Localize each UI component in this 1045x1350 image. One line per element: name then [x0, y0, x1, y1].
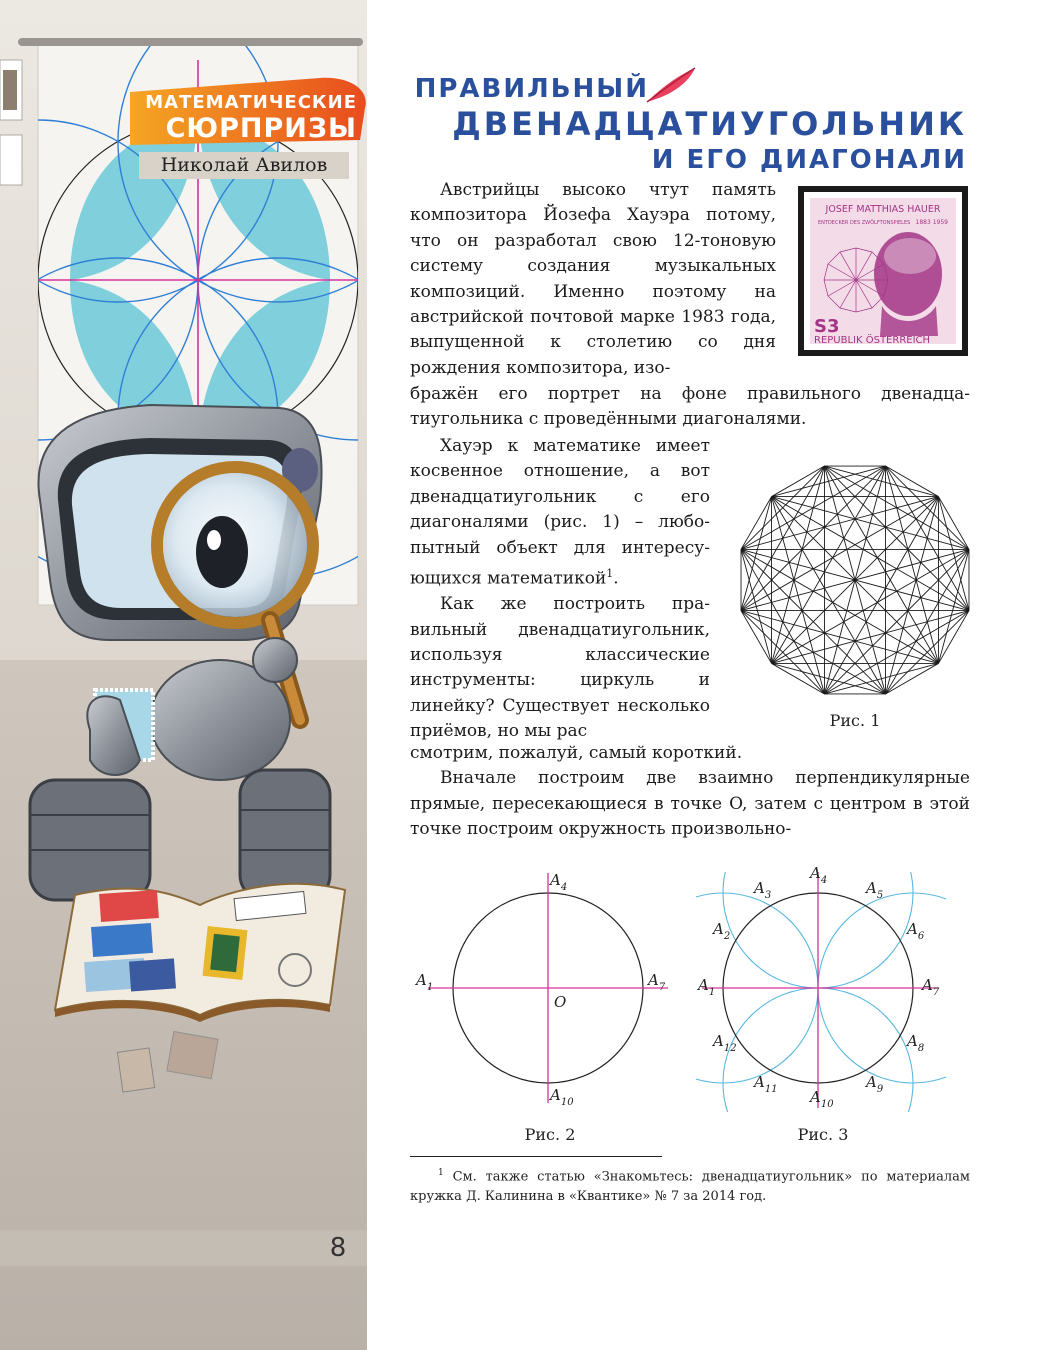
paragraph-2-end: .: [613, 568, 619, 589]
fig3-label-a10: $A_{10}$: [810, 1088, 834, 1110]
figure-3-construction: [680, 860, 965, 1122]
title-line2: ДВЕНАДЦАТИУГОЛЬНИК: [452, 105, 967, 143]
fig2-label-a7: $A_7$: [648, 971, 666, 993]
footnote-text: См. также статью «Знакомьтесь: двенадцатиугольник» по материалам кружка Д. Калинина в «Квантике» № 7 за 2014 год.: [410, 1169, 970, 1205]
paragraph-3b-text: смотрим, пожалуй, самый короткий.: [410, 743, 743, 763]
footnote: [410, 1163, 970, 1207]
fig3-label-a6: $A_6$: [907, 920, 925, 942]
dodecagon-segment: [741, 497, 938, 550]
sidebar-illustration: [0, 0, 367, 1350]
caption-fig2: Рис. 2: [524, 1125, 576, 1144]
footnote-ref: 1: [606, 567, 614, 581]
stamp-country: REPUBLIK ÖSTERREICH: [814, 335, 931, 346]
rubric-line2: СЮРПРИЗЫ: [165, 113, 357, 144]
author-name: Николай Авилов: [139, 152, 349, 179]
fig2-label-o: O: [554, 993, 567, 1011]
paragraph-2-text: Хауэр к математике имеет косвенное отношение, а вот двенадцатиугольник с его диагоналями (рис. 1) – любопытный объект для интересующихся математикой: [410, 436, 710, 589]
paragraph-1a-text: Австрийцы высоко чтут память композитора Йозефа Хауэра потому, что он разработал свою 12-тоновую систему создания музыкальных композиций. Именно поэтому на австрийской почтовой марке 1983 года, выпущенной к столетию со дня рождения композитора, изо-: [410, 180, 776, 378]
robot-illustration: [0, 0, 367, 1350]
dodecagon-segment: [886, 466, 969, 611]
figure-2-circle-axes: [410, 868, 680, 1118]
stamp-value: S3: [814, 316, 840, 337]
paragraph-1a: [410, 178, 776, 381]
paragraph-3b: [410, 741, 970, 843]
paragraph-1b-text: бражён его портрет на фоне правильного двенадцатиугольника с проведёнными диагоналями.: [410, 384, 970, 430]
paragraph-1b: [410, 382, 970, 433]
stamp-caption: ENTDECKER DES ZWÖLFTONSPIELES: [818, 220, 911, 226]
fig3-label-a7: $A_7$: [922, 976, 940, 998]
stamp-years: 1883 1959: [915, 219, 948, 226]
stamp-image: [798, 186, 968, 356]
fig2-label-a4: $A_4$: [550, 871, 568, 893]
fig3-label-a1: $A_1$: [698, 976, 716, 998]
fig3-label-a8: $A_8$: [907, 1032, 925, 1054]
figure-1-dodecagon: [733, 458, 977, 702]
rubric-label: [135, 92, 357, 144]
fig3-label-a11: $A_{11}$: [754, 1073, 778, 1095]
fig3-label-a12: $A_{12}$: [713, 1032, 737, 1054]
dodecagon-segment: [772, 611, 969, 664]
rubric-line1: МАТЕМАТИЧЕСКИЕ: [145, 92, 357, 113]
fig2-label-a10: $A_{10}$: [550, 1086, 574, 1108]
feather-icon: [643, 64, 699, 104]
footnote-mark: 1: [438, 1168, 444, 1178]
title-line1: ПРАВИЛЬНЫЙ: [414, 74, 649, 104]
dodecagon-segment: [741, 466, 886, 549]
paragraph-4-text: Вначале построим две взаимно перпендикулярные прямые, пересекающиеся в точке O, затем с центром в этой точке построим окружность произвольно-: [410, 768, 970, 840]
article-title: [407, 70, 967, 180]
paragraph-2: [410, 434, 710, 745]
caption-fig3: Рис. 3: [797, 1125, 849, 1144]
fig3-label-a9: $A_9$: [866, 1073, 884, 1095]
dodecagon-segment: [886, 466, 939, 663]
fig3-label-a2: $A_2$: [713, 920, 731, 942]
stamp-name: JOSEF MATTHIAS HAUER: [825, 204, 941, 215]
footnote-rule: [410, 1156, 662, 1157]
fig3-label-a4: $A_4$: [810, 864, 828, 886]
dodecagon-segment: [886, 497, 939, 694]
page-number: 8: [329, 1233, 347, 1263]
fig3-label-a5: $A_5$: [866, 879, 884, 901]
paragraph-3a-text: Как же построить правильный двенадцатиугольник, используя классические инструменты: циркуль и линейку? Существует несколько приёмов, но мы рас: [410, 594, 710, 742]
fig2-label-a1: $A_1$: [416, 971, 434, 993]
title-line3: И ЕГО ДИАГОНАЛИ: [651, 145, 967, 175]
caption-fig1: Рис. 1: [829, 711, 881, 730]
fig3-label-a3: $A_3$: [754, 879, 772, 901]
